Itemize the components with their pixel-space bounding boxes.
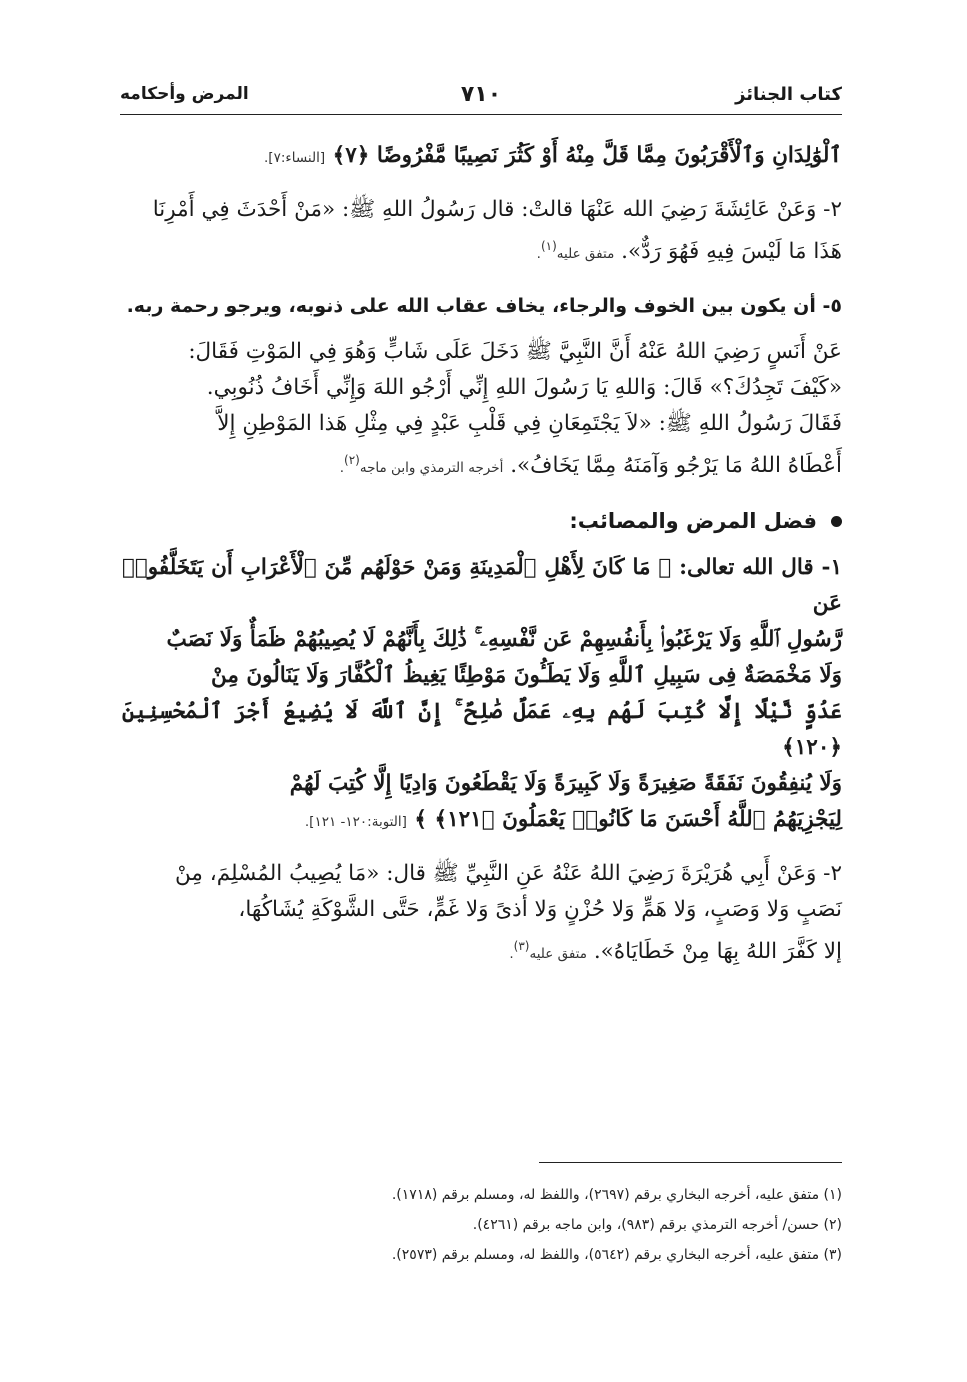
footnote: (٢) حسن/ أخرجه الترمذي برقم (٩٨٣)، وابن ماجه برقم (٤٢٦١). [472,1217,842,1233]
verse-line: وَلَا مَخْمَصَةٌ فِى سَبِيلِ ٱللَّهِ وَلَا يَطَـُٔونَ مَوْطِئًا يَغِيظُ ٱلْكُفَّارَ وَلَا يَنَالُونَ مِنْ [210,663,842,689]
hadith-aisha: ٢- وَعَنْ عَائِشَةَ رَضِيَ الله عَنْهَا قالتْ: قال رَسُولُ اللهِ ﷺ: «مَنْ أَحْدَثَ فِي أَمْرِنَا هَذَا مَا لَيْسَ فِيهِ فَهُوَ رَدٌّ». متفق عليه$^{(١)}$. [122,192,842,272]
hadith-reference: متفق عليه [529,946,587,963]
verse-line: ١- قال الله تعالى: ﴿ مَا كَانَ لِأَهْلِ ٱلْمَدِينَةِ وَمَنْ حَوْلَهُم مِّنَ ٱلْأَعْرَابِ أَن يَتَخَلَّفُوا۟ عَن [122,555,842,617]
bullet-icon [831,516,842,527]
page-number: ٧١٠ [460,82,502,107]
section-heading-text: فضل المرض والمصائب: [569,509,817,534]
verse-text: ٱلْوَٰلِدَانِ وَٱلْأَقْرَبُونَ مِمَّا قَلَّ مِنْهُ أَوْ كَثُرَ نَصِيبًا مَّفْرُوضًا ﴿٧﴾ [332,143,842,168]
hadith-line: ٢- وَعَنْ عَائِشَةَ رَضِيَ الله عَنْهَا قالتْ: قال رَسُولُ اللهِ ﷺ: «مَنْ أَحْدَثَ فِي أَمْرِنَا [152,197,842,222]
hadith-line: فَقَالَ رَسُولُ اللهِ ﷺ: «لاَ يَجْتَمِعَانِ فِي قَلْبِ عَبْدٍ فِي مِثْلِ هَذا المَوْطِنِ إِلاَّ [217,411,842,437]
footnote-marker: (٢) [344,453,360,468]
footnotes [122,1180,842,1270]
section-heading [122,502,842,540]
main-text [122,138,842,988]
section-title: المرض وأحكامه [120,84,249,104]
hadith-line: عَنْ أَنَسٍ رَضِيَ اللهُ عَنْهُ أَنَّ النَّبِيَّ ﷺ دَخَلَ عَلَى شَابٍّ وَهُوَ فِي المَوْتِ فَقَالَ: [188,339,842,365]
header-rule [120,114,842,115]
point-five-heading: ٥- أن يكون بين الخوف والرجاء، يخاف عقاب الله على ذنوبه، ويرجو رحمة ربه. [126,295,842,318]
hadith-line: نَصَبٍ وَلا وَصَبٍ، وَلا هَمٍّ وَلا حُزْنٍ وَلا أذىً وَلا غَمٍّ، حَتَّى الشَّوْكَةِ يُشَاكُهَا، [238,897,842,923]
verse-reference: [التوبة:١٢٠- ١٢١]. [304,814,407,831]
footnote-rule [539,1162,842,1163]
hadith-line: هَذَا مَا لَيْسَ فِيهِ فَهُوَ رَدٌّ». [621,239,842,265]
hadith-abu-hurayra: ٢- وَعَنْ أَبِي هُرَيْرَةَ رَضِيَ اللهُ عَنْهُ عَنِ النَّبِيِّ ﷺ قال: «مَا يُصِيبُ المُسْلِمَ، مِنْ نَصَبٍ وَلا وَصَبٍ، وَلا هَمٍّ وَلا حُزْنٍ وَلا أذىً وَلا غَمٍّ، حَتَّى الشَّوْكَةِ يُشَاكُهَا، إلا كَفَّرَ اللهُ بِهَا مِنْ خَطَايَاهُ». متفق عليه$^{(٣)}$. [122,856,842,972]
hadith-line: أَعْطَاهُ اللهُ مَا يَرْجُو وَآمَنَهُ مِمَّا يَخَافُ». [510,453,842,479]
verse-line: وَلَا يُنفِقُونَ نَفَقَةً صَغِيرَةً وَلَا كَبِيرَةً وَلَا يَقْطَعُونَ وَادِيًا إِلَّا كُتِبَ لَهُمْ [289,771,842,797]
verse-line: لِيَجْزِيَهُمُ ٱللَّهُ أَحْسَنَ مَا كَانُوا۟ يَعْمَلُونَ ﴿١٢١﴾ ﴾ [414,807,842,833]
footnote: (١) متفق عليه، أخرجه البخاري برقم (٢٦٩٧)، واللفظ له، ومسلم برقم (١٧١٨). [391,1187,842,1203]
footnote-marker: (٣) [513,939,530,954]
verse-tawba [122,550,842,840]
verse-line: عَدُوٍّ نَّيْلًا إِلَّا كُتِبَ لَهُم بِهِۦ عَمَلٌ صَٰلِحٌ ۚ إِنَّ ٱللَّهَ لَا يُضِيعُ أَجْرَ ٱلْمُحْسِنِينَ ﴿١٢٠﴾ [122,699,842,761]
running-header [120,82,842,112]
footnote-marker: (١) [540,239,557,253]
hadith-anas: عَنْ أَنَسٍ رَضِيَ اللهُ عَنْهُ أَنَّ النَّبِيَّ ﷺ دَخَلَ عَلَى شَابٍّ وَهُوَ فِي المَوْتِ فَقَالَ: «كَيْفَ تَجِدُكَ؟» قَالَ: وَاللهِ يَا رَسُولَ اللهِ إِنِّي أَرْجُو اللهَ وَإِنِّي أَخَافُ ذُنُوبِي. فَقَالَ رَسُولُ اللهِ ﷺ: «لاَ يَجْتَمِعَانِ فِي قَلْبِ عَبْدٍ فِي مِثْلِ هَذا المَوْطِنِ إِلاَّ أَعْطَاهُ اللهُ مَا يَرْجُو وَآمَنَهُ مِمَّا يَخَافُ». أخرجه الترمذي وابن ماجه$^{(٢)}$. [122,334,842,486]
footnote: (٣) متفق عليه، أخرجه البخاري برقم (٥٦٤٢)، واللفظ له، ومسلم برقم (٢٥٧٣). [391,1247,842,1263]
hadith-line: «كَيْفَ تَجِدُكَ؟» قَالَ: وَاللهِ يَا رَسُولَ اللهِ إِنِّي أَرْجُو اللهَ وَإِنِّي أَخَافُ ذُنُوبِي. [206,375,842,401]
verse-reference: [النساء:٧]. [264,150,326,166]
chapter-title: كتاب الجنائز [735,84,842,105]
verse-nisa-end [122,138,842,176]
hadith-line: إلا كَفَّرَ اللهُ بِهَا مِنْ خَطَايَاهُ». [593,939,842,965]
verse-line: رَّسُولِ ٱللَّهِ وَلَا يَرْغَبُوا۟ بِأَنفُسِهِمْ عَن نَّفْسِهِۦ ۚ ذَٰلِكَ بِأَنَّهُمْ لَا يُصِيبُهُمْ ظَمَأٌ وَلَا نَصَبٌ [166,627,842,653]
hadith-reference: أخرجه الترمذي وابن ماجه [359,460,504,477]
hadith-reference: متفق عليه [556,246,615,263]
hadith-line: ٢- وَعَنْ أَبِي هُرَيْرَةَ رَضِيَ اللهُ عَنْهُ عَنِ النَّبِيِّ ﷺ قال: «مَا يُصِيبُ المُسْلِمَ، مِنْ [175,861,842,887]
